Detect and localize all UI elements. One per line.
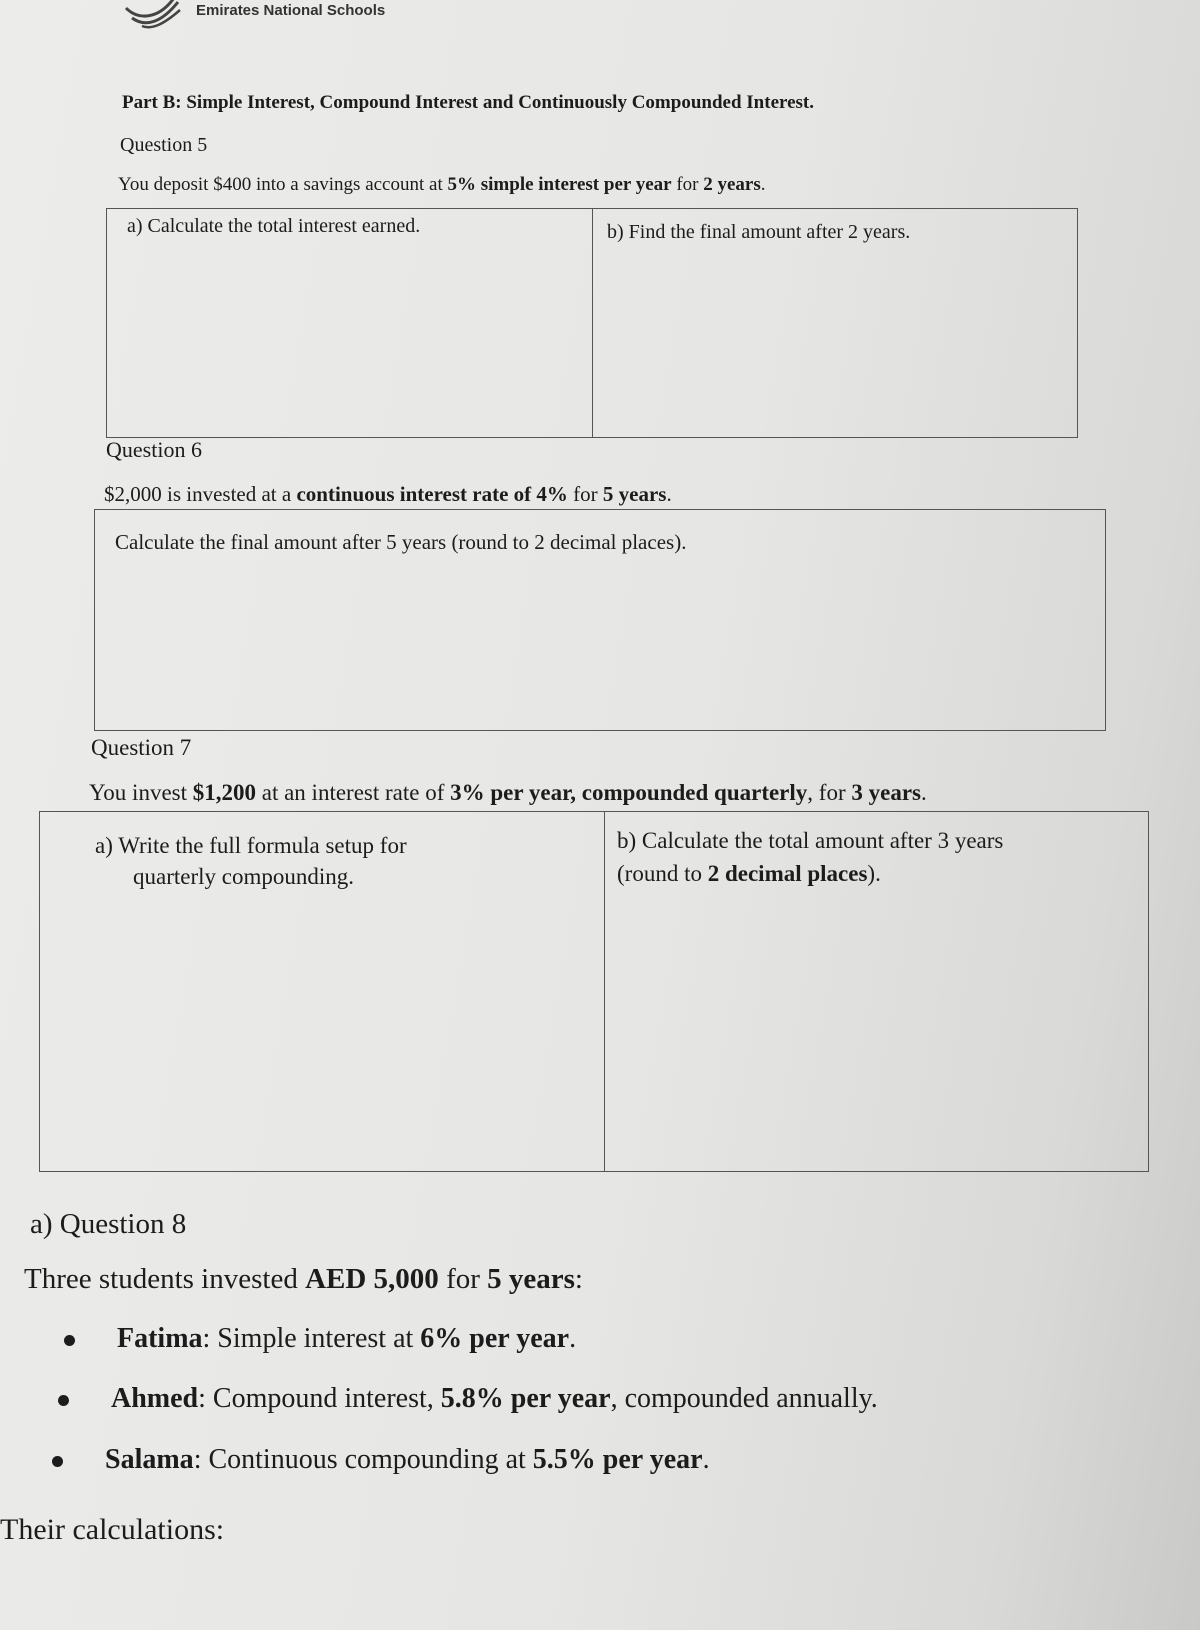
calculations-label: Their calculations:	[0, 1513, 225, 1546]
question-6-stem: $2,000 is invested at a continuous interest rate of 4% for 5 years.	[104, 482, 672, 506]
question-6-label: Question 6	[106, 437, 202, 462]
question-8-label: a) Question 8	[30, 1208, 187, 1240]
school-name: Emirates National Schools	[196, 2, 386, 19]
question-7-answer-table	[39, 811, 1149, 1172]
list-item: Fatima: Simple interest at 6% per year.	[64, 1323, 576, 1355]
bullet-icon	[52, 1456, 63, 1467]
question-7-part-b-prompt-line1: b) Calculate the total amount after 3 years	[617, 828, 1004, 853]
question-5-label: Question 5	[120, 134, 208, 156]
bullet-icon	[64, 1335, 75, 1346]
question-5-answer-table	[106, 208, 1078, 438]
part-b-title: Part B: Simple Interest, Compound Interest and Continuously Compounded Interest.	[122, 92, 814, 113]
question-6-prompt: Calculate the final amount after 5 years (round to 2 decimal places).	[115, 530, 687, 554]
bullet-icon	[58, 1395, 69, 1406]
question-5-part-b-prompt: b) Find the final amount after 2 years.	[607, 221, 911, 243]
question-8-stem: Three students invested AED 5,000 for 5 years:	[24, 1263, 583, 1295]
question-5-part-b-cell[interactable]	[593, 209, 1077, 437]
question-7-part-a-prompt-line2: quarterly compounding.	[133, 864, 355, 889]
question-7-part-b-cell[interactable]	[605, 812, 1148, 1171]
question-7-part-a-cell[interactable]	[40, 812, 605, 1171]
question-5-part-a-cell[interactable]	[107, 209, 593, 437]
question-7-label: Question 7	[91, 735, 192, 760]
list-item: Ahmed: Compound interest, 5.8% per year, compounded annually.	[58, 1383, 878, 1415]
question-5-stem: You deposit $400 into a savings account at 5% simple interest per year for 2 years.	[118, 174, 766, 195]
question-7-part-b-prompt-line2: (round to 2 decimal places).	[617, 861, 881, 886]
question-7-part-a-prompt-line1: a) Write the full formula setup for	[95, 833, 407, 858]
question-5-part-a-prompt: a) Calculate the total interest earned.	[127, 215, 421, 237]
school-logo-icon	[122, 0, 182, 34]
question-7-stem: You invest $1,200 at an interest rate of 3% per year, compounded quarterly, for 3 years.	[89, 780, 927, 805]
list-item: Salama: Continuous compounding at 5.5% per year.	[52, 1444, 710, 1476]
question-6-answer-box[interactable]	[94, 509, 1106, 731]
